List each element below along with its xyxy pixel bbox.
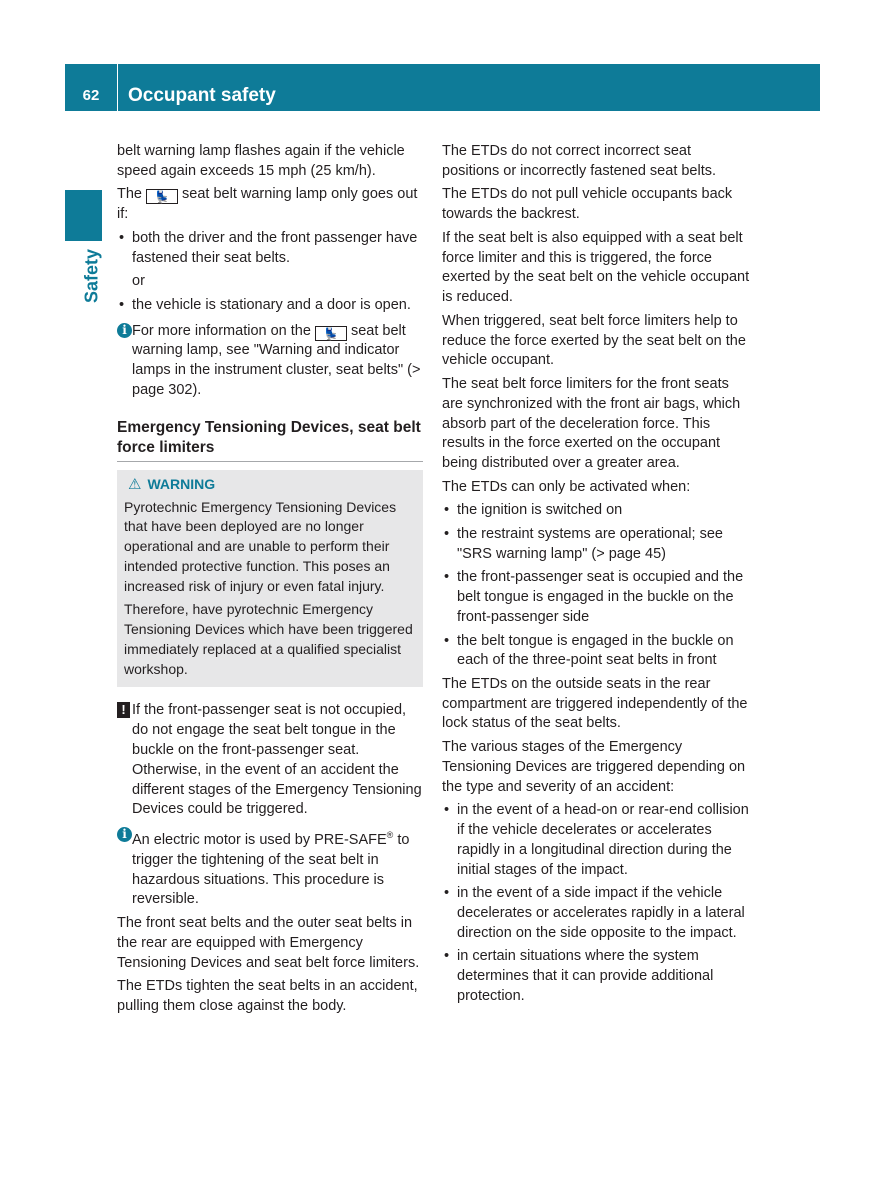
list-item: • the restraint systems are operational; see "SRS warning lamp" (> page 45) <box>444 525 723 562</box>
seat-belt-warning-lamp-icon: 💺 <box>146 189 178 204</box>
section-title: Occupant safety <box>128 85 276 106</box>
left-column <box>117 142 423 1021</box>
page-number: 62 <box>82 87 100 104</box>
info-note: i An electric motor is used by PRE-SAFE® to trigger the tightening of the seat belt in hazardous situations. This procedure is reversible. <box>117 826 423 910</box>
list-item: • the front-passenger seat is occupied and the belt tongue is engaged in the buckle on the front-passenger side <box>444 569 744 625</box>
caution-note: ! If the front-passenger seat is not occupied, do not engage the seat belt tongue in the buckle on the front-passenger seat. Otherwise, in the event of an accident the different stages of the Emergency Tensioning Devices could be triggered. <box>117 701 423 820</box>
bullet: • <box>444 525 450 542</box>
warning-box <box>117 470 423 688</box>
info-icon: i <box>117 323 132 338</box>
side-tab-label: Safety <box>81 248 102 304</box>
info-icon: i <box>117 827 132 842</box>
paragraph: belt warning lamp flashes again if the vehicle speed again exceeds 15 mph (25 km/h). <box>117 143 405 179</box>
warning-title: ⚠ WARNING <box>128 475 216 493</box>
exclamation-icon: ! <box>117 702 130 718</box>
warning-triangle-icon: ⚠ <box>128 475 142 493</box>
bullet: • <box>444 948 450 965</box>
list-item: • in the event of a head-on or rear-end collision if the vehicle decelerates or accelerates rapidly in a longitudinal direction during the initial stages of the impact. <box>444 802 749 878</box>
bullet: • <box>119 229 125 246</box>
or-text: or <box>132 273 145 290</box>
paragraph: The various stages of the Emergency Tensioning Devices are triggered depending on the type and severity of an accident: <box>442 739 746 795</box>
bullet: • <box>444 569 450 586</box>
bullet: • <box>444 502 450 519</box>
paragraph: The front seat belts and the outer seat belts in the rear are equipped with Emergency Tensioning Devices and seat belt force limiters. <box>117 915 420 971</box>
paragraph: When triggered, seat belt force limiters help to reduce the force exerted by the seat belt on the vehicle occupant. <box>442 312 746 369</box>
section-heading: Emergency Tensioning Devices, seat belt force limiters <box>117 418 423 462</box>
bullet: • <box>119 296 125 313</box>
list-item: • in certain situations where the system determines that it can provide additional protection. <box>444 948 714 1005</box>
paragraph: The seat belt force limiters for the front seats are synchronized with the front air bags, which absorb part of the deceleration force. This results in the force exerted on the occupant being distributed over a greater area. <box>442 375 741 472</box>
warning-text: Therefore, have pyrotechnic Emergency Tensioning Devices which have been triggered immediately replaced at a qualified specialist workshop. <box>124 601 413 677</box>
list-item: • both the driver and the front passenger have fastened their seat belts. <box>119 229 418 266</box>
page-header <box>65 64 820 111</box>
header-divider <box>117 64 118 111</box>
paragraph: If the seat belt is also equipped with a seat belt force limiter and this is triggered, the force exerted by the seat belt on the vehicle occupant is reduced. <box>442 229 750 306</box>
paragraph: The ETDs do not pull vehicle occupants back towards the backrest. <box>442 186 733 223</box>
right-column <box>442 142 750 1011</box>
paragraph: The 💺 seat belt warning lamp only goes out if: <box>117 186 418 223</box>
bullet: • <box>444 885 450 902</box>
warning-text: Pyrotechnic Emergency Tensioning Devices that have been deployed are no longer operational and are unable to perform their intended protective function. This poses an increased risk of injury or even fatal injury. <box>124 498 397 594</box>
paragraph: The ETDs do not correct incorrect seat positions or incorrectly fastened seat belts. <box>442 143 717 179</box>
list-item: • the belt tongue is engaged in the buckle on each of the three-point seat belts in front <box>444 632 734 669</box>
side-tab-marker <box>65 190 102 241</box>
info-note: i For more information on the 💺 seat belt warning lamp, see "Warning and indicator lamps in the instrument cluster, seat belts" (> page 302). <box>117 322 423 401</box>
paragraph: The ETDs can only be activated when: <box>442 478 691 495</box>
seat-belt-warning-lamp-icon: 💺 <box>315 326 347 341</box>
paragraph: The ETDs tighten the seat belts in an accident, pulling them close against the body. <box>117 978 418 1015</box>
list-item: • in the event of a side impact if the vehicle decelerates or accelerates rapidly in a lateral direction on the side opposite to the impact. <box>444 885 745 941</box>
paragraph: The ETDs on the outside seats in the rear compartment are triggered independently of the lock status of the seat belts. <box>442 675 748 732</box>
list-item: • the vehicle is stationary and a door is open. <box>117 296 423 316</box>
bullet: • <box>444 632 450 649</box>
list-item: • the ignition is switched on <box>442 501 750 521</box>
bullet: • <box>444 802 450 819</box>
